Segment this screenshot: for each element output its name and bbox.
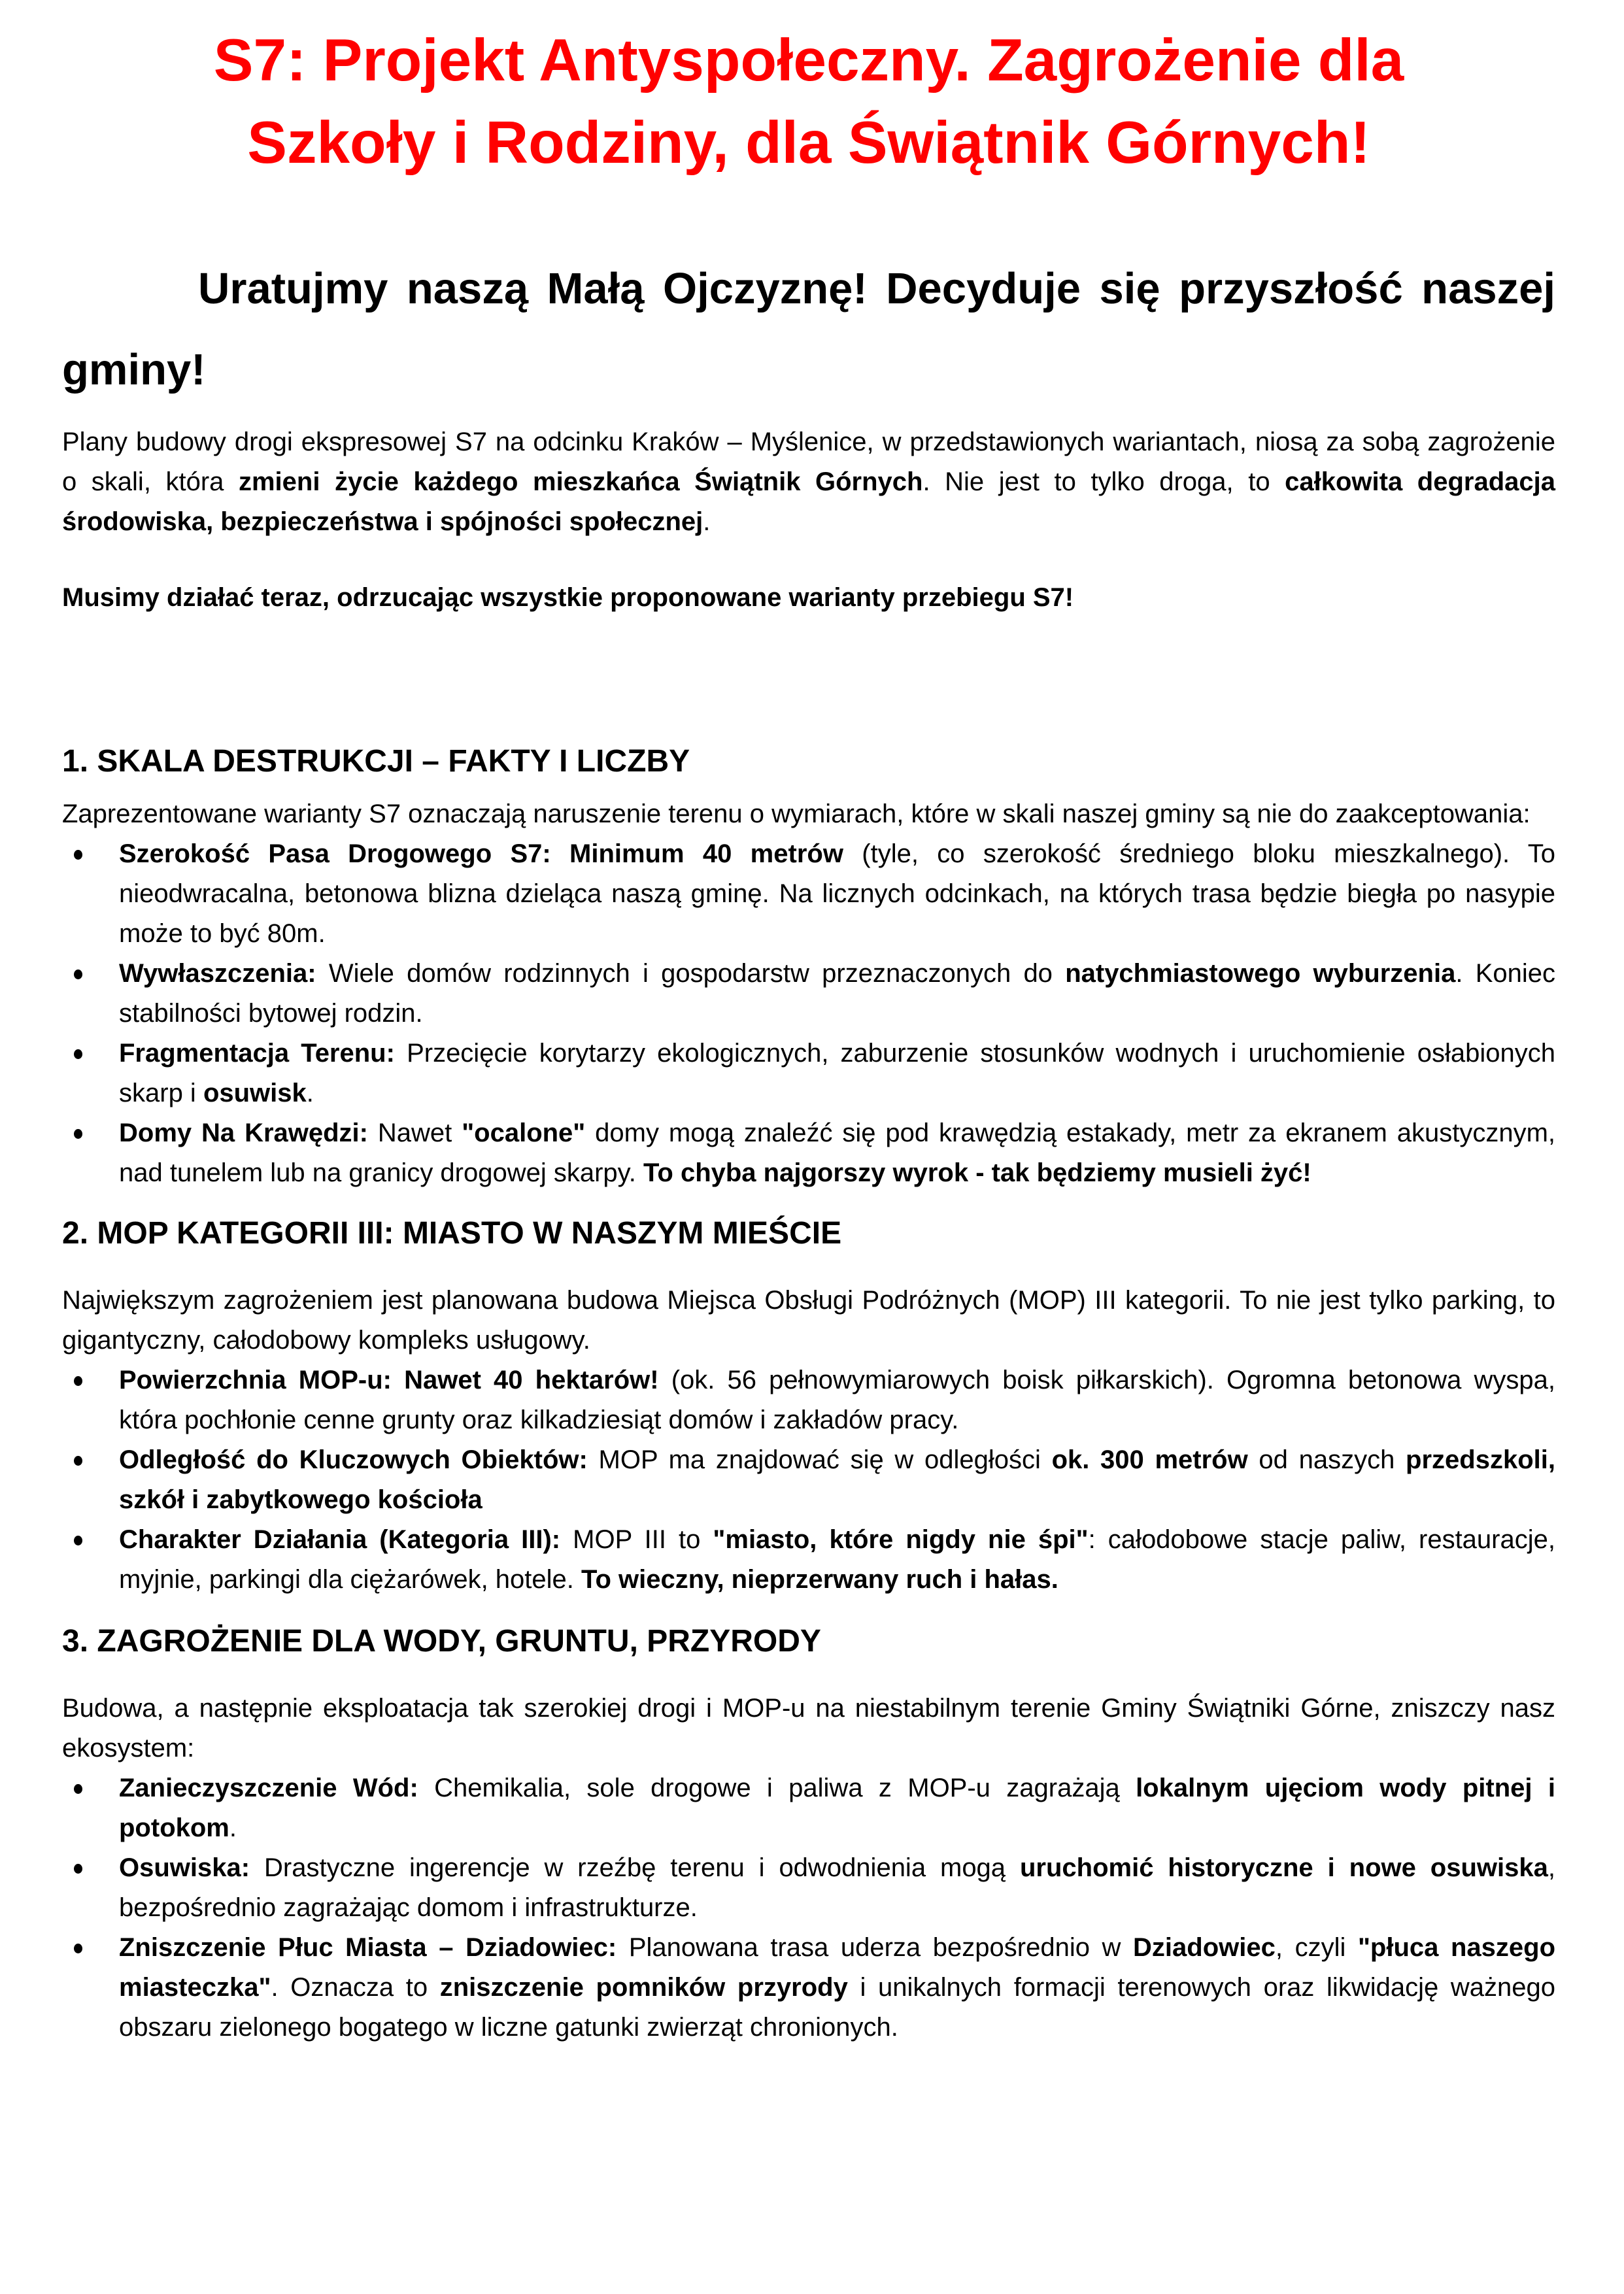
list-item: Domy Na Krawędzi: Nawet "ocalone" domy mogą znaleźć się pod krawędzią estakady, metr za ekranem akustycznym, nad tunelem lub na granicy drogowej skarpy. To chyba najgorszy wyrok - tak będziemy musieli żyć! [62,1113,1555,1193]
bullet-icon [74,850,82,860]
intro-emphasis-1: zmieni życie każdego mieszkańca Świątnik Górnych [238,467,923,496]
section-1-heading: 1. SKALA DESTRUKCJI – FAKTY I LICZBY [62,744,690,779]
section-3-heading: 3. ZAGROŻENIE DLA WODY, GRUNTU, PRZYRODY [62,1624,821,1659]
section-2-list [62,1360,1555,1600]
section-3-list [62,1768,1555,2048]
list-item: Odległość do Kluczowych Obiektów: MOP ma znajdować się w odległości ok. 300 metrów od naszych przedszkoli, szkół i zabytkowego kościoła [62,1440,1555,1520]
list-item: Zniszczenie Płuc Miasta – Dziadowiec: Planowana trasa uderza bezpośrednio w Dziadowiec, czyli "płuca naszego miasteczka". Oznacza to zniszczenie pomników przyrody i unikalnych formacji terenowych oraz likwidację ważnego obszaru zielonego bogatego w liczne gatunki zwierząt chronionych. [62,1928,1555,2048]
bullet-icon [74,1456,82,1466]
list-item: Osuwiska: Drastyczne ingerencje w rzeźbę terenu i odwodnienia mogą uruchomić historyczne i nowe osuwiska, bezpośrednio zagrażając domom i infrastrukturze. [62,1848,1555,1928]
document-title [62,0,1555,184]
title-line-1: S7: Projekt Antyspołeczny. Zagrożenie dla [213,27,1404,93]
section-2-lead: Największym zagrożeniem jest planowana budowa Miejsca Obsługi Podróżnych (MOP) III kategorii. To nie jest tylko parking, to gigantyczny, całodobowy kompleks usługowy. [62,1286,1555,1355]
bullet-icon [74,1784,82,1794]
list-item: Zanieczyszczenie Wód: Chemikalia, sole drogowe i paliwa z MOP-u zagrażają lokalnym ujęciom wody pitnej i potokom. [62,1768,1555,1848]
list-item: Szerokość Pasa Drogowego S7: Minimum 40 metrów (tyle, co szerokość średniego bloku mieszkalnego). To nieodwracalna, betonowa blizna dzieląca naszą gminę. Na licznych odcinkach, na których trasa będzie biegła po nasypie może to być 80m. [62,834,1555,954]
intro-emphasis-2: całkowita degradacja środowiska, bezpieczeństwa i spójności społecznej [62,467,1555,536]
section-1-list [62,834,1555,1193]
bullet-icon [74,1049,82,1059]
bullet-icon [74,1944,82,1953]
bullet-icon [74,1129,82,1139]
list-item: Fragmentacja Terenu: Przecięcie korytarzy ekologicznych, zaburzenie stosunków wodnych i uruchomienie osłabionych skarp i osuwisk. [62,1034,1555,1113]
title-line-2: Szkoły i Rodziny, dla Świątnik Górnych! [247,110,1370,176]
list-item: Powierzchnia MOP-u: Nawet 40 hektarów! (ok. 56 pełnowymiarowych boisk piłkarskich). Ogromna betonowa wyspa, która pochłonie cenne grunty oraz kilkadziesiąt domów i zakładów pracy. [62,1360,1555,1440]
list-item: Wywłaszczenia: Wiele domów rodzinnych i gospodarstw przeznaczonych do natychmiastowego wyburzenia. Koniec stabilności bytowej rodzin. [62,954,1555,1034]
bullet-icon [74,970,82,979]
bullet-icon [74,1376,82,1386]
call-to-action: Musimy działać teraz, odrzucając wszystkie proponowane warianty przebiegu S7! [62,583,1074,612]
intro-paragraph: Plany budowy drogi ekspresowej S7 na odcinku Kraków – Myślenice, w przedstawionych wariantach, niosą za sobą zagrożenie o skali, która zmieni życie każdego mieszkańca Świątnik Górnych. Nie jest to tylko droga, to całkowita degradacja środowiska, bezpieczeństwa i spójności społecznej. [62,428,1555,536]
section-2-heading: 2. MOP KATEGORII III: MIASTO W NASZYM MIEŚCIE [62,1216,842,1251]
section-3-lead: Budowa, a następnie eksploatacja tak szerokiej drogi i MOP-u na niestabilnym terenie Gminy Świątniki Górne, zniszczy nasz ekosystem: [62,1694,1555,1763]
subtitle: Uratujmy naszą Małą Ojczyznę! Decyduje się przyszłość naszej gminy! [62,264,1555,394]
bullet-icon [74,1864,82,1874]
document-page [62,0,1555,2048]
bullet-icon [74,1536,82,1545]
section-1-lead: Zaprezentowane warianty S7 oznaczają naruszenie terenu o wymiarach, które w skali naszej gminy są nie do zaakceptowania: [62,800,1531,828]
list-item: Charakter Działania (Kategoria III): MOP III to "miasto, które nigdy nie śpi": całodobowe stacje paliw, restauracje, myjnie, parkingi dla ciężarówek, hotele. To wieczny, nieprzerwany ruch i hałas. [62,1520,1555,1600]
